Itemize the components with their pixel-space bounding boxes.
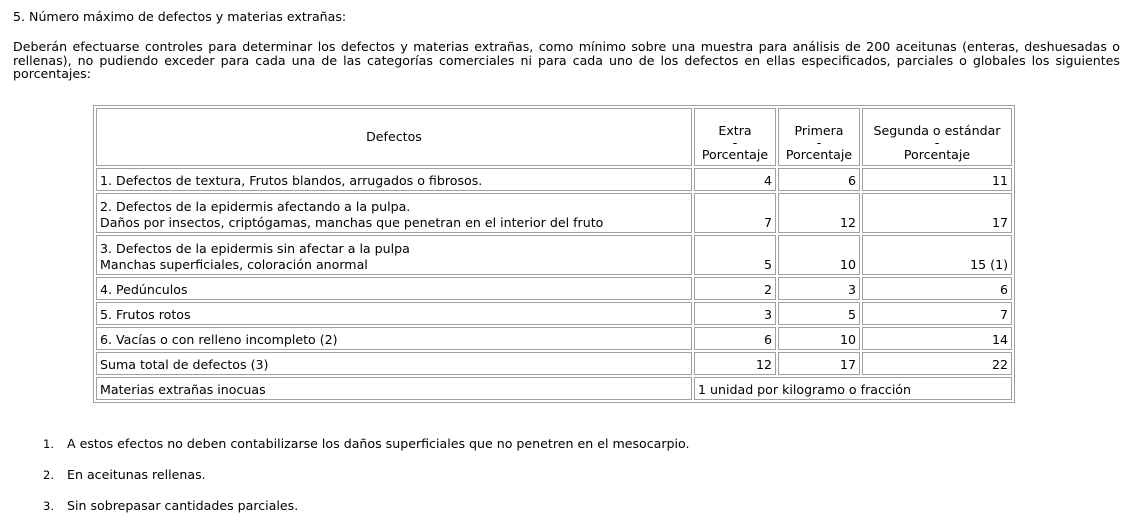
extra-value: 2 <box>694 277 776 300</box>
extra-value: 12 <box>694 352 776 375</box>
defect-label: 6. Vacías o con relleno incompleto (2) <box>96 327 692 350</box>
defect-label <box>96 193 692 233</box>
table-row-foreign-matter <box>96 377 1012 400</box>
header-segunda-dash: - <box>934 135 940 150</box>
segunda-value: 11 <box>862 168 1012 191</box>
segunda-value: 17 <box>862 193 1012 233</box>
extra-value: 7 <box>694 193 776 233</box>
primera-value: 6 <box>778 168 860 191</box>
segunda-value: 22 <box>862 352 1012 375</box>
defect-label-line2: Daños por insectos, criptógamas, manchas que penetran en el interior del fruto <box>100 215 604 230</box>
header-primera-label: Primera <box>794 123 844 138</box>
footnote-text: En aceitunas rellenas. <box>67 467 206 482</box>
defect-label-line1: 2. Defectos de la epidermis afectando a la pulpa. <box>100 199 411 214</box>
section-heading: 5. Número máximo de defectos y materias extrañas: <box>13 9 347 24</box>
footnotes-list <box>43 436 690 529</box>
header-primera <box>778 108 860 166</box>
extra-value: 3 <box>694 302 776 325</box>
header-primera-unit: Porcentaje <box>785 147 853 162</box>
table-row <box>96 277 1012 300</box>
segunda-value: 15 (1) <box>862 235 1012 275</box>
foreign-matter-value: 1 unidad por kilogramo o fracción <box>694 377 1012 400</box>
extra-value: 4 <box>694 168 776 191</box>
primera-value: 17 <box>778 352 860 375</box>
header-defectos: Defectos <box>96 108 692 166</box>
primera-value: 5 <box>778 302 860 325</box>
primera-value: 12 <box>778 193 860 233</box>
header-segunda <box>862 108 1012 166</box>
table-row <box>96 302 1012 325</box>
footnote-text: A estos efectos no deben contabilizarse los daños superficiales que no penetren en el mesocarpio. <box>67 436 690 451</box>
extra-value: 6 <box>694 327 776 350</box>
table-row <box>96 168 1012 191</box>
header-extra-label: Extra <box>718 123 752 138</box>
extra-value: 5 <box>694 235 776 275</box>
header-segunda-unit: Porcentaje <box>903 147 971 162</box>
table-row <box>96 235 1012 275</box>
segunda-value: 7 <box>862 302 1012 325</box>
footnote-number: 2. <box>43 468 54 482</box>
table-row <box>96 193 1012 233</box>
footnote-number: 1. <box>43 437 54 451</box>
primera-value: 10 <box>778 327 860 350</box>
defect-label: 4. Pedúnculos <box>96 277 692 300</box>
defect-label-line1: 3. Defectos de la epidermis sin afectar a la pulpa <box>100 241 410 256</box>
defect-label: Suma total de defectos (3) <box>96 352 692 375</box>
header-extra-dash: - <box>732 135 738 150</box>
primera-value: 3 <box>778 277 860 300</box>
header-segunda-label: Segunda o estándar <box>873 123 1001 138</box>
primera-value: 10 <box>778 235 860 275</box>
header-extra-unit: Porcentaje <box>701 147 769 162</box>
defect-label: 1. Defectos de textura, Frutos blandos, arrugados o fibrosos. <box>96 168 692 191</box>
footnote-text: Sin sobrepasar cantidades parciales. <box>67 498 299 513</box>
defects-table <box>93 105 1015 403</box>
footnote-item <box>43 467 690 498</box>
defect-label: Materias extrañas inocuas <box>96 377 692 400</box>
footnote-number: 3. <box>43 499 54 513</box>
segunda-value: 14 <box>862 327 1012 350</box>
table-row <box>96 327 1012 350</box>
footnote-item <box>43 436 690 467</box>
defect-label <box>96 235 692 275</box>
intro-paragraph: Deberán efectuarse controles para determinar los defectos y materias extrañas, como mínimo sobre una muestra para análisis de 200 aceitunas (enteras, deshuesadas o rellenas), no pudiendo exceder para cada una de las categorías comerciales ni para cada uno de los defectos en ellas especificados, parciales o globales los siguientes porcentajes: <box>13 39 1120 81</box>
footnote-item <box>43 498 690 529</box>
segunda-value: 6 <box>862 277 1012 300</box>
header-extra <box>694 108 776 166</box>
defect-label: 5. Frutos rotos <box>96 302 692 325</box>
defect-label-line2: Manchas superficiales, coloración anormal <box>100 257 368 272</box>
table-row-total <box>96 352 1012 375</box>
table-header-row <box>96 108 1012 166</box>
header-primera-dash: - <box>816 135 822 150</box>
